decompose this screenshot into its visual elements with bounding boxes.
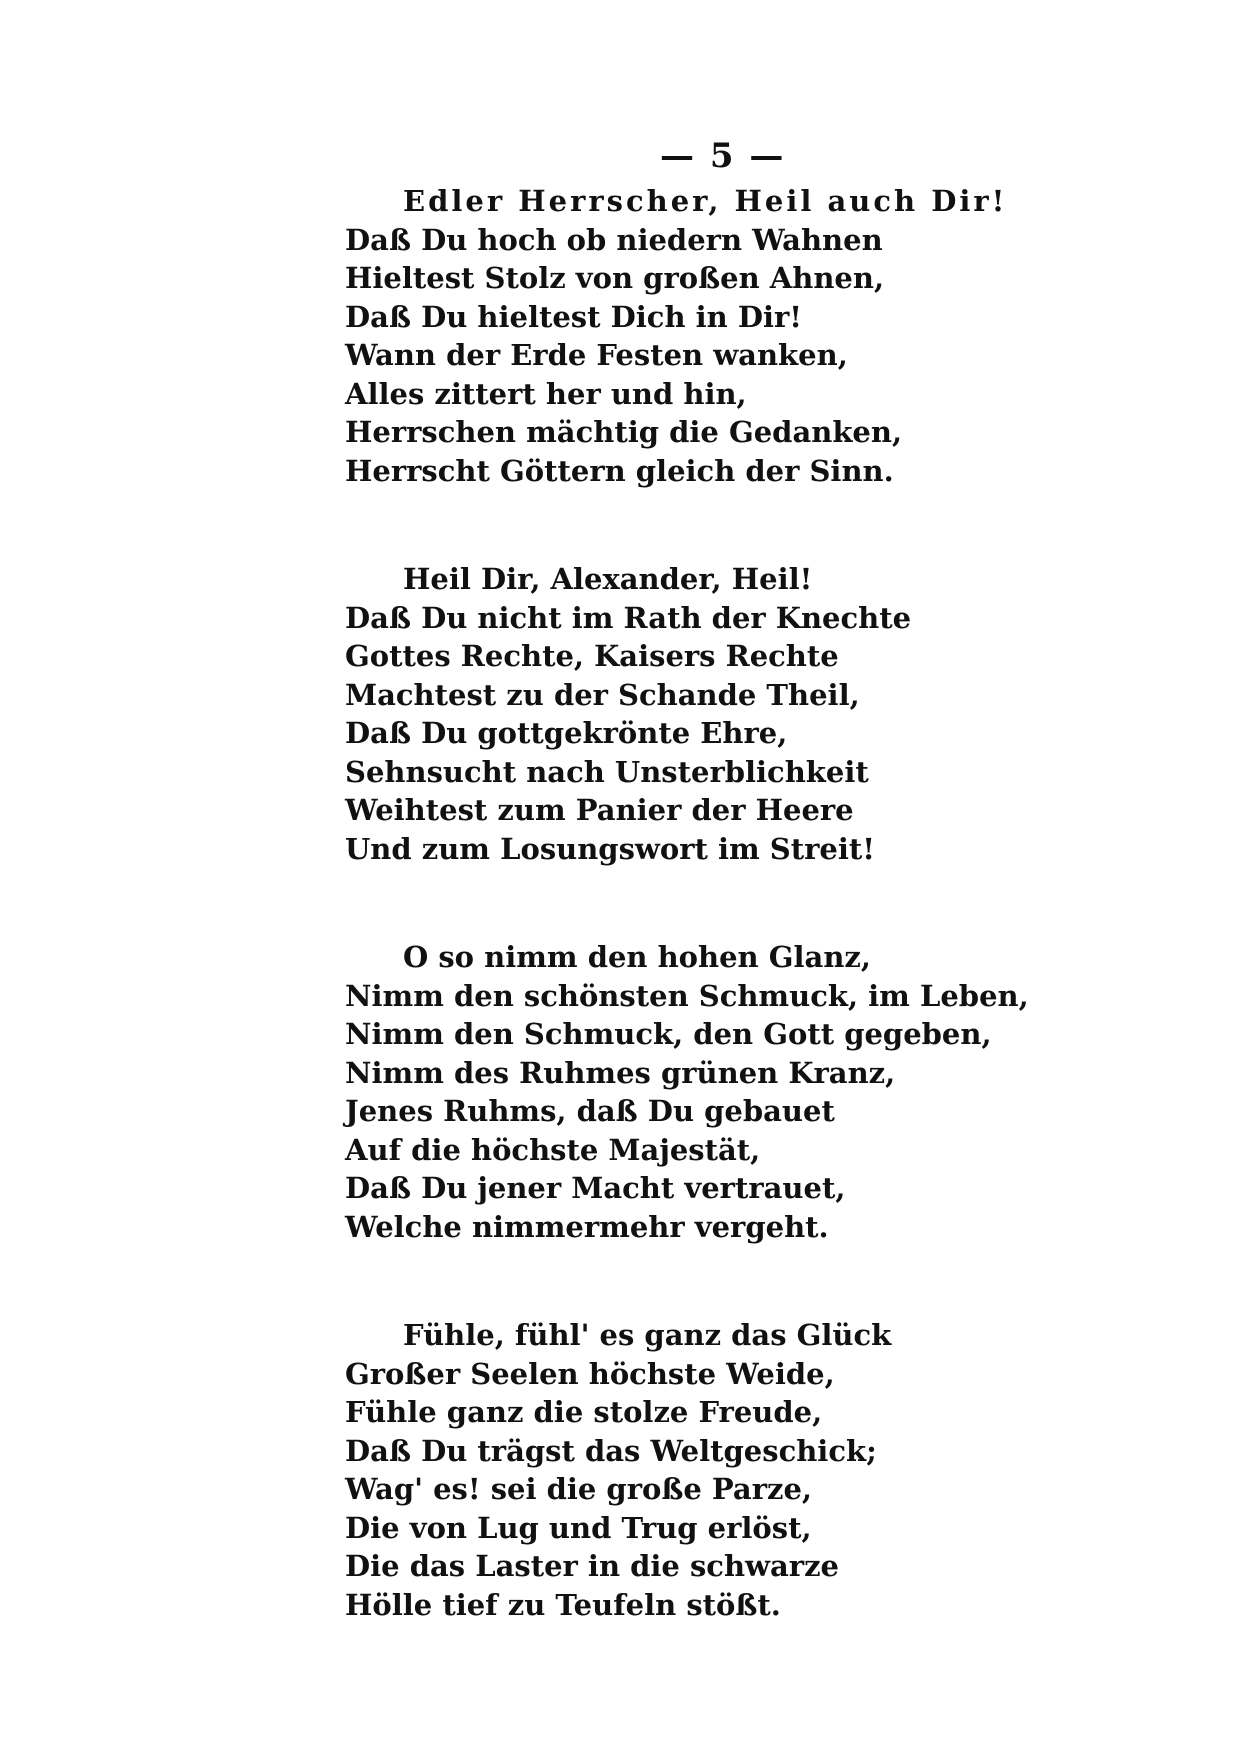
poem-line: Und zum Losungswort im Streit! [345,831,876,866]
poem-line: Edler Herrscher, Heil auch Dir! [403,184,1008,218]
poem-line: Hölle tief zu Teufeln stößt. [345,1587,781,1622]
poem-line: Hieltest Stolz von großen Ahnen, [345,261,885,295]
poem-line: Großer Seelen höchste Weide, [345,1356,835,1391]
poem-line: Fühle ganz die stolze Freude, [345,1395,823,1429]
poem [345,182,1205,1694]
stanza-4 [345,1316,1205,1624]
poem-line: Daß Du jener Macht vertrauet, [345,1171,846,1205]
poem-line: Fühle, fühl' es ganz das Glück [403,1318,892,1352]
poem-line: Nimm des Ruhmes grünen Kranz, [345,1055,896,1090]
poem-line: Wann der Erde Festen wanken, [345,338,848,372]
poem-line: Nimm den schönsten Schmuck, im Leben, [345,978,1029,1013]
poem-line: Daß Du trägst das Weltgeschick; [345,1433,877,1468]
stanza-3 [345,938,1205,1246]
poem-line: Herrschen mächtig die Gedanken, [345,415,903,449]
poem-line: Gottes Rechte, Kaisers Rechte [345,639,839,673]
poem-line: Herrscht Göttern gleich der Sinn. [345,453,894,488]
poem-line: Welche nimmermehr vergeht. [345,1209,829,1244]
poem-line: Heil Dir, Alexander, Heil! [403,562,813,596]
poem-line: Machtest zu der Schande Theil, [345,677,860,712]
page-number: — 5 — [660,136,786,176]
poem-line: Sehnsucht nach Unsterblichkeit [345,754,869,789]
poem-line: Die das Laster in die schwarze [345,1549,839,1583]
poem-line: Daß Du hoch ob niedern Wahnen [345,222,883,257]
stanza-2 [345,560,1205,868]
poem-line: Daß Du gottgekrönte Ehre, [345,716,788,750]
poem-line: Daß Du nicht im Rath der Knechte [345,600,912,635]
poem-line: Die von Lug und Trug erlöst, [345,1510,812,1545]
stanza-1 [345,182,1205,490]
poem-line: Alles zittert her und hin, [345,376,747,411]
poem-line: Daß Du hieltest Dich in Dir! [345,299,803,334]
poem-line: Weihtest zum Panier der Heere [345,793,854,827]
poem-line: Jenes Ruhms, daß Du gebauet [345,1094,835,1128]
poem-line: Nimm den Schmuck, den Gott gegeben, [345,1017,992,1051]
poem-line: Auf die höchste Majestät, [345,1132,761,1167]
poem-line: Wag' es! sei die große Parze, [345,1472,813,1506]
poem-line: O so nimm den hohen Glanz, [403,940,871,974]
